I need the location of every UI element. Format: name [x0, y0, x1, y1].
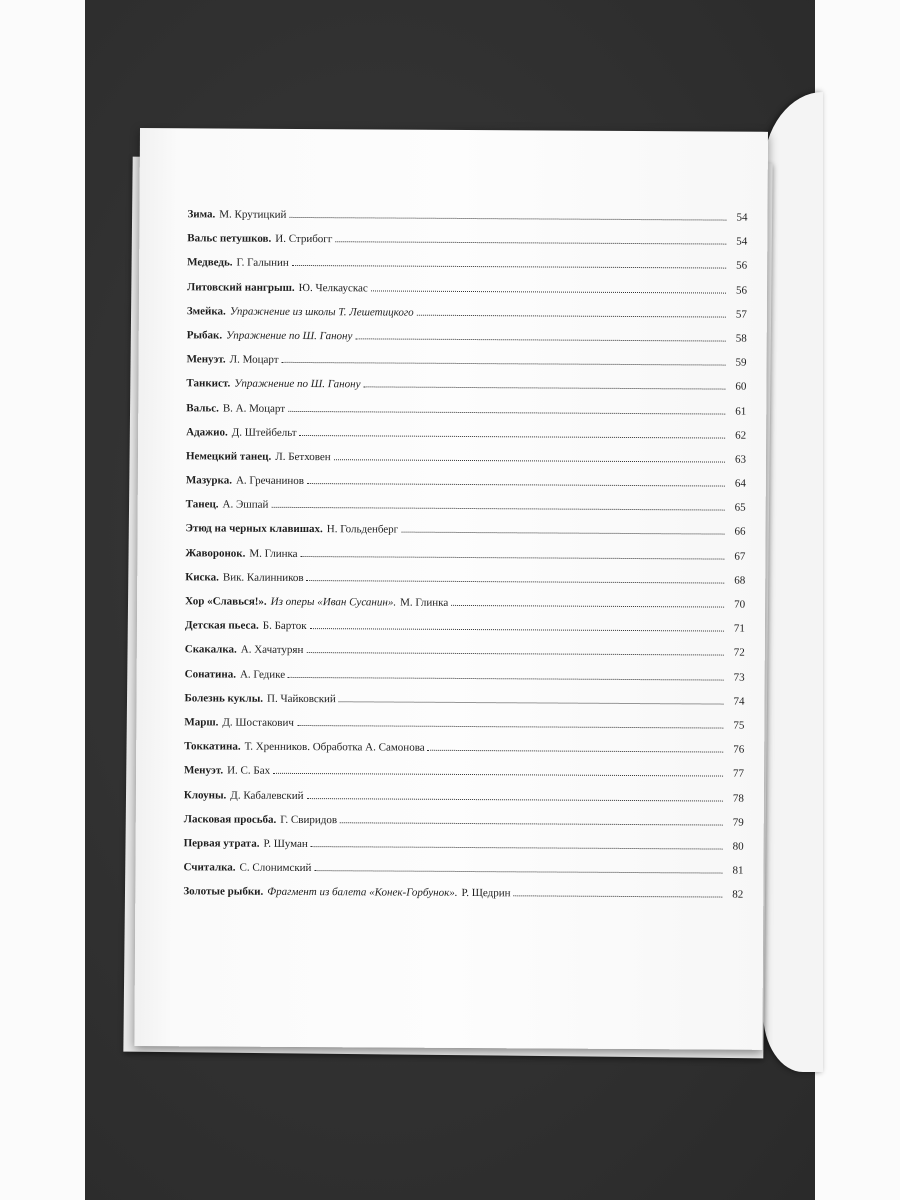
toc-entry-author: Из оперы «Иван Сусанин». — [270, 595, 397, 609]
toc-leader-dots — [306, 652, 723, 656]
toc-leader-dots — [307, 483, 725, 487]
toc-entry — [185, 619, 745, 647]
toc-entry-page: 56 — [736, 260, 748, 273]
toc-entry — [184, 837, 744, 865]
toc-entry-title: Золотые рыбки. — [183, 885, 264, 899]
toc-entry — [187, 208, 747, 236]
toc-entry-title: Хор «Славься!». — [185, 595, 267, 608]
toc-entry-page: 62 — [735, 429, 747, 442]
toc-entry-page: 63 — [734, 453, 747, 466]
toc-leader-dots — [300, 435, 726, 439]
toc-entry-author: Д. Штейбельт — [231, 426, 297, 439]
toc-entry-title: Литовский нангрыш. — [186, 280, 295, 294]
toc-leader-dots — [273, 773, 723, 777]
toc-entry-title: Менуэт. — [186, 353, 226, 366]
toc-entry-author: Б. Барток — [262, 619, 307, 633]
toc-entry-title: Танец. — [185, 498, 219, 511]
toc-entry-author: А. Эшпай — [222, 498, 269, 512]
toc-leader-dots — [288, 676, 724, 680]
toc-entry-page: 80 — [732, 840, 744, 853]
toc-entry — [186, 426, 746, 454]
toc-entry-author: И. С. Бах — [227, 764, 271, 778]
toc-leader-dots — [314, 870, 722, 873]
toc-entry-page: 73 — [733, 671, 745, 684]
toc-entry-title: Этюд на черных клавишах. — [185, 522, 323, 536]
toc-entry-page: 59 — [735, 356, 747, 369]
toc-leader-dots — [371, 290, 726, 293]
toc-entry-author: Упражнение по Ш. Ганону — [226, 329, 353, 343]
toc-leader-dots — [339, 701, 724, 704]
toc-leader-dots — [271, 507, 724, 511]
toc-entry-title: Первая утрата. — [183, 837, 260, 850]
toc-entry-composer: М. Глинка — [400, 596, 449, 609]
toc-entry-title: Вальс петушков. — [187, 232, 272, 245]
toc-entry-page: 72 — [733, 647, 745, 660]
toc-entry-page: 54 — [736, 211, 748, 224]
toc-entry-author: Ю. Челкаускас — [298, 281, 368, 294]
toc-entry-page: 65 — [734, 501, 746, 514]
toc-entry-title: Менуэт. — [184, 764, 224, 777]
toc-entry — [186, 378, 746, 406]
toc-entry-title: Ласковая просьба. — [183, 812, 277, 826]
toc-leader-dots — [292, 265, 726, 269]
toc-leader-dots — [451, 605, 724, 608]
toc-leader-dots — [301, 556, 725, 560]
toc-entry-author: И. Стрибогг — [275, 233, 333, 246]
toc-entry — [185, 595, 745, 623]
toc-entry-title: Сонатина. — [184, 667, 237, 681]
toc-entry — [186, 402, 746, 430]
toc-entry-page: 60 — [735, 380, 747, 394]
toc-entry — [186, 353, 746, 381]
toc-entry — [185, 644, 745, 672]
toc-leader-dots — [355, 338, 725, 341]
toc-entry — [186, 450, 746, 478]
table-of-contents — [183, 208, 747, 913]
toc-entry-author: А. Хачатурян — [240, 644, 304, 657]
toc-leader-dots — [289, 217, 726, 221]
toc-entry-page: 76 — [733, 743, 745, 756]
toc-entry-page: 75 — [733, 719, 745, 732]
toc-entry-author: Упражнение из школы Т. Лешетицкого — [229, 305, 414, 319]
toc-entry — [184, 716, 744, 744]
toc-entry-author: Г. Галынин — [236, 256, 289, 270]
toc-entry-title: Вальс. — [186, 401, 219, 414]
toc-entry — [183, 886, 743, 914]
toc-leader-dots — [307, 580, 725, 584]
toc-entry-title: Мазурка. — [185, 474, 233, 487]
toc-entry — [184, 789, 744, 817]
toc-entry — [184, 765, 744, 793]
toc-entry-page: 56 — [735, 284, 748, 297]
toc-entry-title: Марш. — [184, 716, 219, 729]
toc-entry-page: 82 — [732, 888, 744, 901]
toc-leader-dots — [311, 846, 723, 850]
toc-entry-page: 64 — [734, 477, 746, 490]
toc-entry-author: А. Гедике — [239, 668, 286, 681]
toc-entry-title: Танкист. — [186, 377, 231, 390]
toc-entry-title: Рыбак. — [186, 329, 223, 342]
toc-entry-author: В. А. Моцарт — [222, 402, 286, 415]
toc-entry — [184, 740, 744, 768]
toc-entry-page: 78 — [732, 792, 744, 805]
toc-entry-author: П. Чайковский — [267, 692, 336, 705]
toc-leader-dots — [335, 241, 726, 244]
toc-entry-author: М. Крутицкий — [219, 208, 287, 221]
toc-leader-dots — [306, 798, 722, 802]
toc-leader-dots — [334, 459, 725, 462]
toc-entry-page: 61 — [735, 405, 747, 418]
toc-entry-page: 79 — [732, 816, 744, 829]
toc-entry — [185, 547, 745, 575]
toc-entry — [183, 861, 743, 889]
toc-entry — [186, 474, 746, 502]
toc-entry-page: 66 — [734, 526, 746, 539]
toc-entry — [187, 305, 747, 333]
toc-entry-page: 57 — [735, 308, 747, 321]
toc-entry-author: Упражнение по Ш. Ганону — [234, 377, 361, 391]
toc-entry-author: Г. Свиридов — [280, 813, 338, 826]
toc-entry-composer: Р. Щедрин — [461, 887, 511, 900]
toc-entry-title: Немецкий танец. — [185, 450, 272, 463]
toc-leader-dots — [428, 750, 724, 753]
toc-entry-author: Л. Бетховен — [275, 450, 331, 464]
toc-leader-dots — [401, 532, 724, 535]
toc-entry-title: Клоуны. — [183, 788, 227, 802]
toc-entry-page: 70 — [734, 598, 746, 611]
toc-entry-title: Киска. — [185, 571, 219, 584]
toc-entry-author: С. Слонимский — [239, 861, 312, 875]
toc-entry-author: Вик. Калинников — [222, 571, 304, 584]
toc-entry-page: 54 — [736, 235, 748, 248]
toc-entry — [184, 692, 744, 720]
toc-leader-dots — [363, 387, 725, 390]
toc-leader-dots — [297, 725, 723, 729]
toc-entry-author: А. Гречанинов — [235, 474, 305, 488]
toc-leader-dots — [417, 314, 726, 317]
toc-entry-author: Фрагмент из балета «Конек-Горбунок». — [267, 886, 458, 900]
toc-entry-author: Т. Хренников. Обработка А. Самонова — [244, 740, 425, 754]
toc-leader-dots — [282, 362, 726, 366]
toc-entry — [187, 281, 747, 309]
toc-entry — [185, 523, 745, 551]
toc-entry-author: М. Глинка — [249, 547, 298, 560]
toc-entry — [184, 813, 744, 841]
toc-entry-page: 67 — [734, 550, 746, 563]
toc-entry — [187, 329, 747, 357]
toc-entry-title: Считалка. — [183, 861, 236, 874]
toc-entry-title: Токкатина. — [184, 740, 241, 753]
toc-entry-title: Детская пьеса. — [184, 619, 259, 632]
toc-entry-author: Р. Шуман — [263, 837, 308, 850]
toc-entry-page: 58 — [735, 332, 747, 345]
toc-entry-page: 81 — [732, 864, 744, 877]
toc-entry-title: Змейка. — [186, 305, 226, 318]
toc-leader-dots — [310, 628, 724, 632]
toc-entry-author: Н. Гольденберг — [326, 523, 399, 537]
toc-entry-title: Скакалка. — [184, 643, 237, 656]
toc-entry-page: 74 — [733, 695, 745, 708]
toc-entry-author: Д. Кабалевский — [230, 789, 304, 802]
toc-entry-page: 68 — [734, 574, 746, 587]
toc-entry-title: Медведь. — [187, 256, 233, 269]
adjacent-page-edge — [763, 92, 823, 1072]
toc-entry-title: Адажио. — [186, 425, 228, 439]
toc-entry-title: Болезнь куклы. — [184, 692, 264, 705]
toc-entry-author: Д. Шостакович — [222, 716, 294, 729]
toc-leader-dots — [340, 822, 723, 825]
toc-entry-page: 71 — [733, 622, 745, 635]
toc-entry — [186, 499, 746, 527]
toc-entry-page: 77 — [733, 767, 745, 781]
toc-leader-dots — [288, 410, 725, 414]
toc-entry — [185, 571, 745, 599]
toc-entry — [187, 257, 747, 285]
toc-entry — [185, 668, 745, 696]
toc-entry-title: Зима. — [187, 208, 216, 221]
document-page — [134, 128, 768, 1050]
toc-leader-dots — [513, 896, 722, 898]
toc-entry — [187, 232, 747, 260]
toc-entry-author: Л. Моцарт — [229, 353, 279, 366]
toc-entry-title: Жаворонок. — [185, 546, 246, 560]
